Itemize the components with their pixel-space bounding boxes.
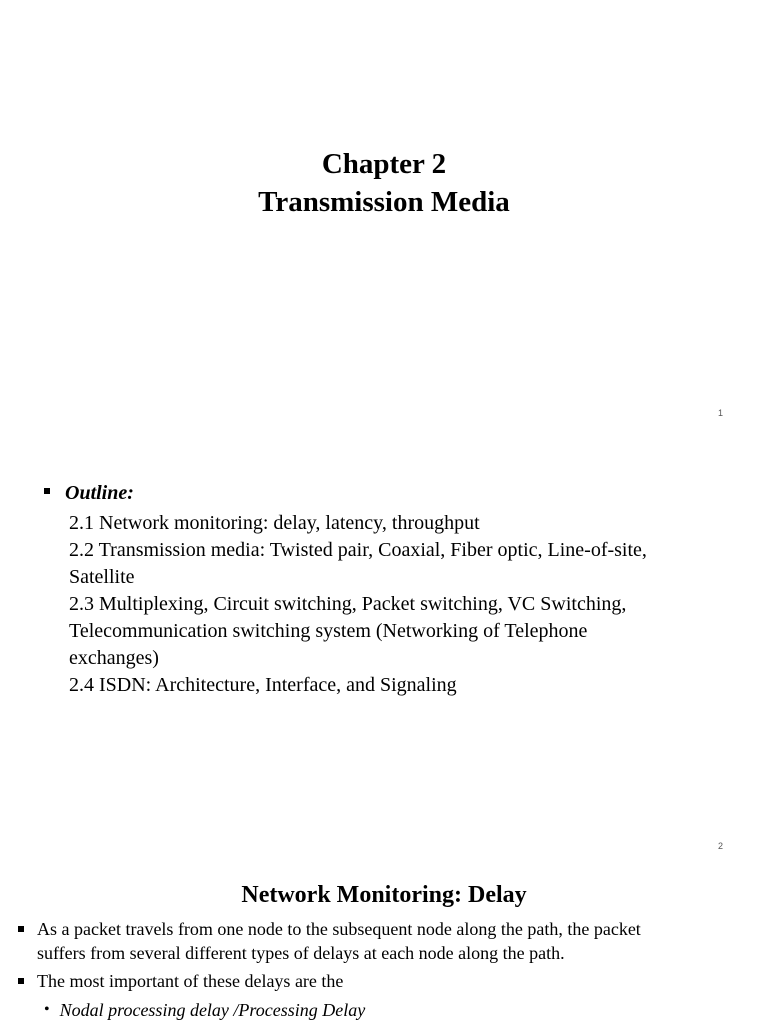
title-line-1: Chapter 2 <box>321 148 447 180</box>
outline-line: Telecommunication switching system (Networking of Telephone <box>69 620 588 642</box>
sub-bullet-item <box>44 998 365 1022</box>
slide-3 <box>0 866 768 1024</box>
round-bullet-icon: • <box>44 1001 50 1018</box>
square-bullet-icon <box>44 488 50 494</box>
outline-label: Outline: <box>65 482 134 504</box>
title-line-2: Transmission Media <box>258 186 510 218</box>
outline-line: exchanges) <box>69 647 159 669</box>
slide-title <box>0 145 768 221</box>
slide-2 <box>0 433 768 866</box>
outline-line: Satellite <box>69 566 135 588</box>
page-number: 2 <box>717 841 723 851</box>
outline-line: 2.2 Transmission media: Twisted pair, Coaxial, Fiber optic, Line-of-site, <box>69 539 647 561</box>
bullet-item <box>18 917 641 965</box>
slide-title: Network Monitoring: Delay <box>241 882 527 908</box>
outline-list <box>69 510 739 699</box>
outline-line: 2.4 ISDN: Architecture, Interface, and Signaling <box>69 674 457 696</box>
outline-heading <box>44 481 134 505</box>
bullet-line: The most important of these delays are the <box>37 971 344 991</box>
square-bullet-icon <box>18 926 24 932</box>
slide-1 <box>0 0 768 433</box>
page-number: 1 <box>717 408 723 418</box>
outline-line: 2.1 Network monitoring: delay, latency, throughput <box>69 512 480 534</box>
bullet-text <box>37 917 641 965</box>
bullet-item <box>18 969 343 993</box>
sub-bullet-text: Nodal processing delay /Processing Delay <box>59 1000 366 1020</box>
outline-line: 2.3 Multiplexing, Circuit switching, Packet switching, VC Switching, <box>69 593 627 615</box>
bullet-line: As a packet travels from one node to the subsequent node along the path, the packet <box>37 919 641 939</box>
bullet-text <box>37 969 343 993</box>
square-bullet-icon <box>18 978 24 984</box>
bullet-line: suffers from several different types of delays at each node along the path. <box>37 943 565 963</box>
